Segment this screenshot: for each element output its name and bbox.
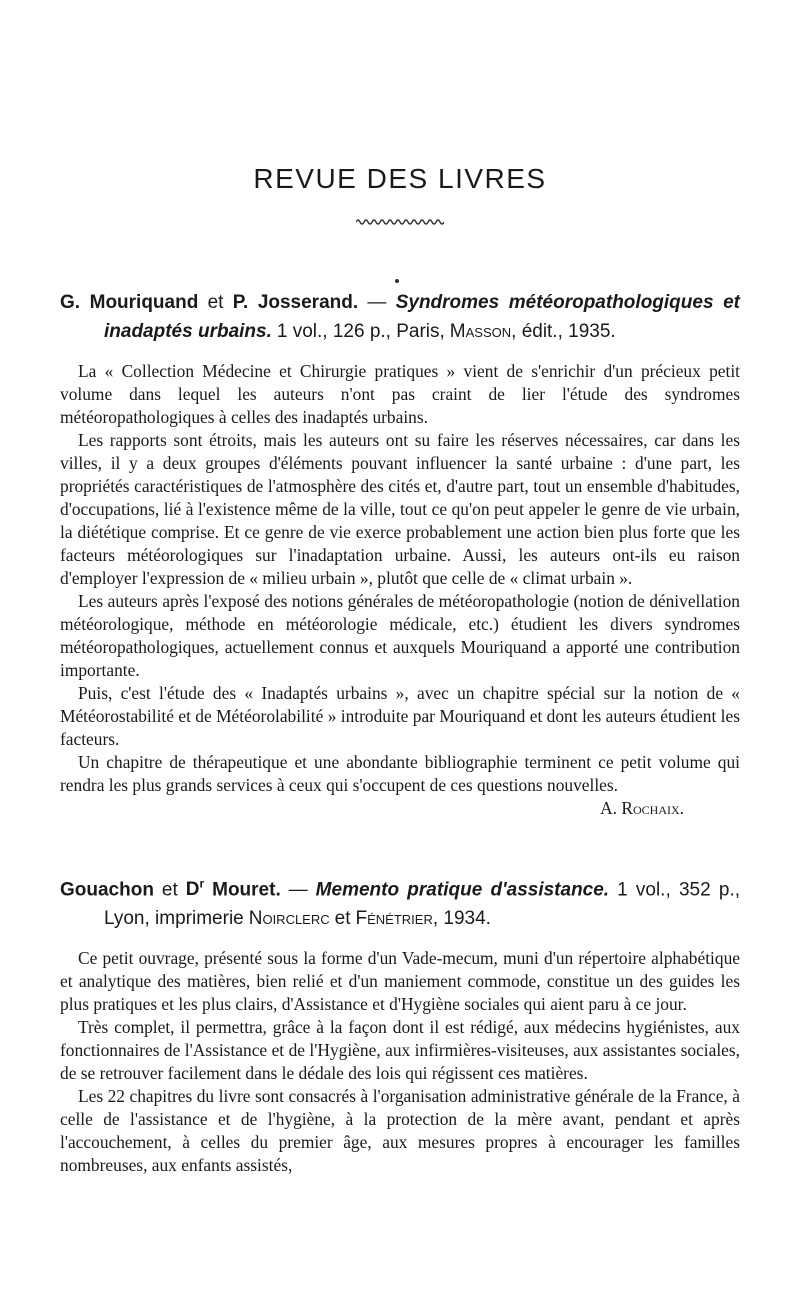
review-gouachon <box>60 870 740 1177</box>
review-paragraph: La « Collection Médecine et Chirurgie pratiques » vient de s'enrichir d'un précieux petit volume dans lequel les auteurs n'ont pas craint de lier l'étude des syndromes météoropathologiques à celles des inadaptés urbains. <box>60 361 740 427</box>
ornament-dot <box>395 279 399 283</box>
publication-details: 1 vol., 352 p., Lyon, imprimerie <box>104 879 741 930</box>
author-name: G. Mouriquand <box>60 292 199 313</box>
review-mouriquand <box>60 288 740 820</box>
page-title: REVUE DES LIVRES <box>253 163 547 194</box>
conjunction: et <box>334 908 351 930</box>
publisher-name: Masson <box>449 321 512 342</box>
author-name: Mouret. <box>212 879 281 901</box>
publication-details-suffix: , 1934. <box>432 908 491 930</box>
author-name: Gouachon <box>60 879 154 901</box>
title-ornament <box>356 218 444 226</box>
review-paragraph: Les 22 chapitres du livre sont consacrés à l'organisation administrative générale de la France, à celle de l'assistance et de l'hygiène, à la protection de la mère avant, pendant et après l'accouchement, à celles du premier âge, aux mesures propres à encourager les familles nombreuses, aux enfants assistés, <box>60 1086 740 1176</box>
author-name: P. Josserand. <box>232 292 359 313</box>
book-title: Syndromes météoropathologiques et inadaptés urbains. <box>104 292 740 342</box>
review-heading <box>60 870 740 933</box>
publication-details: 1 vol., 126 p., Paris, <box>276 321 445 342</box>
review-paragraph: Très complet, il permettra, grâce à la façon dont il est rédigé, aux médecins hygiénistes, aux fonctionnaires de l'Assistance et de l'Hygiène, aux infirmières-visiteuses, aux assistantes sociales, de se retrouver facilement dans le dédale des lois qui régissent ces matières. <box>60 1017 740 1084</box>
review-paragraph: Les auteurs après l'exposé des notions générales de météoropathologie (notion de dénivellation météorologique, méthode en météorologie médicale, etc.) étudient les divers syndromes météoropathologiques, actuellement connus et auxquels Mouriquand a apporté une contribution importante. <box>60 591 740 680</box>
review-paragraph: Ce petit ouvrage, présenté sous la forme d'un Vade-mecum, muni d'un répertoire alphabétique et analytique des matières, bien relié et d'un maniement commode, constitue un des guides les plus pratiques et les plus clairs, d'Assistance et d'Hygiène sociales qui aient paru à ce jour. <box>60 948 740 1015</box>
separator-dash: — <box>367 292 387 313</box>
reviewer-signature: A. Rochaix. <box>600 798 684 818</box>
publisher-name: Noirclerc <box>248 908 330 930</box>
separator-dash: — <box>288 879 308 901</box>
review-paragraph: Les rapports sont étroits, mais les auteurs ont su faire les réserves nécessaires, car dans les villes, il y a deux groupes d'éléments pouvant influencer la santé urbaine : d'une part, les propriétés caractéristiques de l'atmosphère des cités et, d'autre part, tout un ensemble d'habitudes, d'occupations, lié à l'existence même de la ville, tout ce qu'on peut appeler le genre de vie urbain, la diététique comprise. Et ce genre de vie exerce probablement une action bien plus forte que les facteurs météorologiques sur l'inadaptation urbaine. Aussi, les auteurs ont-ils eu raison d'employer l'expression de « milieu urbain », plutôt que celle de « climat urbain ». <box>60 430 740 588</box>
publication-details-suffix: , édit., 1935. <box>511 321 616 342</box>
review-heading <box>60 288 740 346</box>
publisher-name: Fénétrier <box>355 908 433 930</box>
conjunction: et <box>207 292 224 313</box>
book-title: Memento pratique d'assistance. <box>315 879 610 901</box>
conjunction: et <box>161 879 178 901</box>
author-title-superscript: r <box>199 877 205 891</box>
author-title-prefix: D <box>185 879 200 901</box>
author-title <box>186 879 204 900</box>
review-paragraph: Puis, c'est l'étude des « Inadaptés urbains », avec un chapitre spécial sur la notion de « Météorostabilité et de Météorolabilité » introduite par Mouriquand et dont les auteurs étudient les facteurs. <box>60 683 740 749</box>
review-paragraph-text: Un chapitre de thérapeutique et une abondante bibliographie terminent ce petit volume qui rendra les plus grands services à ceux qui s'occupent de ces questions nouvelles. <box>60 752 740 795</box>
review-paragraph <box>60 751 740 820</box>
